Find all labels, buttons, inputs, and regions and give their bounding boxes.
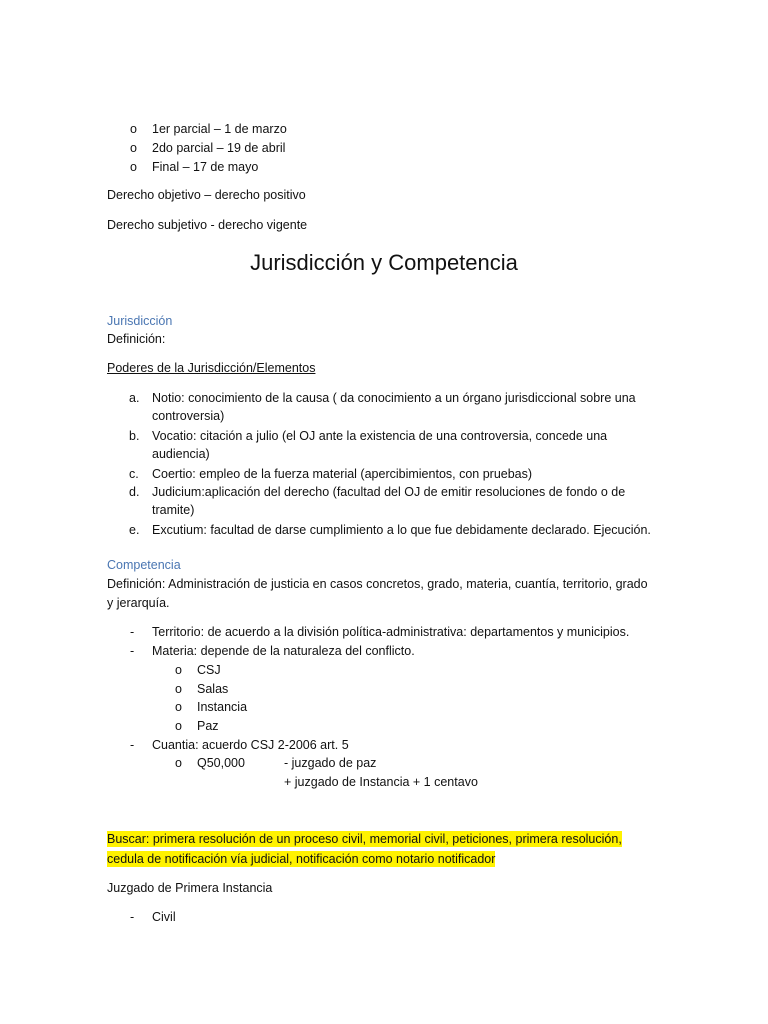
list-item-continuation: audiencia)	[152, 447, 210, 461]
materia-sub-item: Paz	[197, 719, 219, 733]
bullet-marker: o	[130, 141, 137, 155]
competencia-definicion-continuation: y jerarquía.	[107, 596, 170, 610]
cuantia-juzgado-instancia: + juzgado de Instancia + 1 centavo	[284, 775, 478, 789]
buscar-highlight: Buscar: primera resolución de un proceso civil, memorial civil, peticiones, primera resolución,	[107, 832, 622, 846]
exam-item: 2do parcial – 19 de abril	[152, 141, 286, 155]
list-marker: c.	[129, 467, 139, 481]
materia-item: Materia: depende de la naturaleza del conflicto.	[152, 644, 415, 658]
list-item-continuation: controversia)	[152, 409, 225, 423]
dash-marker: -	[130, 910, 135, 924]
juzgado-heading: Juzgado de Primera Instancia	[107, 881, 273, 895]
heading-competencia: Competencia	[107, 558, 181, 572]
list-marker: d.	[129, 485, 140, 499]
list-marker: b.	[129, 429, 140, 443]
list-item: Notio: conocimiento de la causa ( da conocimiento a un órgano jurisdiccional sobre una	[152, 391, 636, 405]
heading-jurisdiccion: Jurisdicción	[107, 314, 173, 328]
list-item: Vocatio: citación a julio (el OJ ante la existencia de una controversia, concede una	[152, 429, 608, 443]
exam-item: Final – 17 de mayo	[152, 160, 259, 174]
buscar-highlight-continuation: cedula de notificación vía judicial, notificación como notario notificador	[107, 852, 496, 866]
territorio-item: Territorio: de acuerdo a la división política-administrativa: departamentos y municipios.	[152, 625, 630, 639]
list-item: Excutium: facultad de darse cumplimiento a lo que fue debidamente declarado. Ejecución.	[152, 523, 651, 537]
exam-item: 1er parcial – 1 de marzo	[152, 122, 287, 136]
cuantia-amount: Q50,000	[197, 756, 245, 770]
dash-marker: -	[130, 738, 135, 752]
civil-item: Civil	[152, 910, 176, 924]
cuantia-item: Cuantia: acuerdo CSJ 2-2006 art. 5	[152, 738, 349, 752]
bullet-marker: o	[130, 160, 137, 174]
bullet-marker: o	[175, 663, 182, 677]
bullet-marker: o	[175, 682, 182, 696]
paragraph-derecho-objetivo: Derecho objetivo – derecho positivo	[107, 188, 306, 202]
list-item: Coertio: empleo de la fuerza material (apercibimientos, con pruebas)	[152, 467, 533, 481]
materia-sub-item: Instancia	[197, 700, 248, 714]
materia-sub-item: CSJ	[197, 663, 221, 677]
competencia-definicion: Definición: Administración de justicia en casos concretos, grado, materia, cuantía, territorio, grado	[107, 577, 648, 591]
list-item: Judicium:aplicación del derecho (facultad del OJ de emitir resoluciones de fondo o de	[152, 485, 626, 499]
list-item-continuation: tramite)	[152, 503, 195, 517]
bullet-marker: o	[175, 719, 182, 733]
cuantia-juzgado-paz: - juzgado de paz	[284, 756, 377, 770]
dash-marker: -	[130, 625, 135, 639]
paragraph-derecho-subjetivo: Derecho subjetivo - derecho vigente	[107, 218, 308, 232]
bullet-marker: o	[175, 756, 182, 770]
materia-sub-item: Salas	[197, 682, 229, 696]
poderes-heading: Poderes de la Jurisdicción/Elementos	[107, 361, 316, 375]
dash-marker: -	[130, 644, 135, 658]
list-marker: e.	[129, 523, 140, 537]
bullet-marker: o	[175, 700, 182, 714]
list-marker: a.	[129, 391, 140, 405]
definicion-label: Definición:	[107, 332, 166, 346]
page-title: Jurisdicción y Competencia	[250, 250, 518, 275]
bullet-marker: o	[130, 122, 137, 136]
